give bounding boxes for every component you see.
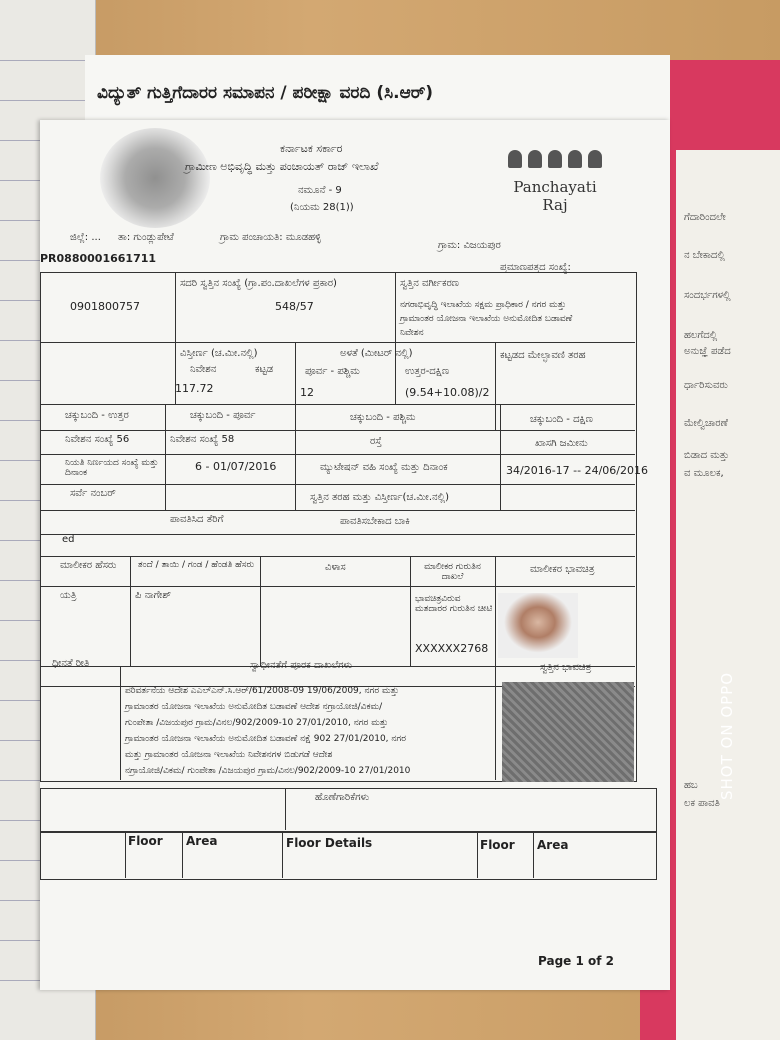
mutation-label: ಮ್ಯುಟೇಷನ್ ವಹಿ ಸಂಖ್ಯೆ ಮತ್ತು ದಿನಾಂಕ xyxy=(320,462,448,473)
owner-name: ಯತ್ರಿ xyxy=(60,590,77,601)
classification-desc-2: ಗ್ರಾಮಾಂತರ ಯೋಜನಾ ಇಲಾಖೆಯ ಅನುಮೋದಿತ ಬಡಾವಣೆ xyxy=(400,314,573,324)
id-left: 0901800757 xyxy=(70,300,140,313)
panchayati-raj-logo xyxy=(500,150,610,214)
panchayat: ಗ್ರಾಮ ಪಂಚಾಯತಿ: ಮೂಡಹಳ್ಳಿ xyxy=(220,232,322,243)
dimensions-header: ಅಳತೆ (ಮೀಟರ್ ನಲ್ಲಿ) xyxy=(340,348,413,359)
north-south-value: (9.54+10.08)/2 xyxy=(405,386,490,399)
property-id: PR0880001661711 xyxy=(40,252,157,265)
classification-desc-1: ನಗರಾಭಿವೃದ್ಧಿ ಇಲಾಖೆಯ ಸಕ್ಷಮ ಪ್ರಾಧಿಕಾರ / ನಗರ ಮತ್ತು xyxy=(400,300,567,310)
north-south-header: ಉತ್ತರ-ದಕ್ಷಿಣ xyxy=(405,366,450,377)
report-title: ವಿದ್ಯುತ್ ಗುತ್ತಿಗೆದಾರರ ಸಮಾಪನ / ಪರೀಕ್ಷಾ ವರದಿ (ಸಿ.ಆರ್) xyxy=(97,83,434,103)
tax-left-fragment: ed xyxy=(62,534,75,545)
area-header: ವಿಸ್ತೀರ್ಣ (ಚ.ಮೀ.ನಲ್ಲಿ) xyxy=(180,348,258,359)
bound-east-label: ಚಕ್ಕುಬಂದಿ - ಪೂರ್ವ xyxy=(190,410,256,421)
page-number: Page 1 of 2 xyxy=(538,954,614,968)
camera-watermark: SHOT ON OPPO xyxy=(718,671,736,800)
doc-line-4: ಗ್ರಾಮಾಂತರ ಯೋಜನಾ ಇಲಾಖೆಯ ಅನುಮೋದಿತ ಬಡಾವಣೆ ನಕ್ಷೆ 902 27/01/2010, ನಗರ xyxy=(125,734,407,744)
asset-number-header: ಸದರಿ ಸ್ವತ್ತಿನ ಸಂಖ್ಯೆ (ಗ್ರಾ.ಪಂ.ದಾಖಲೆಗಳ ಪ್ರಕಾರ) xyxy=(180,278,337,289)
owner-photo-header: ಮಾಲೀಕರ ಭಾವಚಿತ್ರ xyxy=(530,564,595,575)
owner-address-header: ವಿಳಾಸ xyxy=(325,562,346,573)
bound-north-label: ಚಕ್ಕುಬಂದಿ - ಉತ್ತರ xyxy=(65,410,129,421)
building-header: ಕಟ್ಟಡ xyxy=(255,364,274,375)
area-header-2: Area xyxy=(537,838,569,852)
bound-west-label: ಚಕ್ಕುಬಂದಿ - ಪಶ್ಚಿಮ xyxy=(350,412,416,423)
doc-line-2: ಗ್ರಾಮಾಂತರ ಯೋಜನಾ ಇಲಾಖೆಯ ಅನುಮೋದಿತ ಬಡಾವಣೆ ಆದೇಶ ನಗ್ರಾಯೋಜಿ/ವಿಕಮ/ xyxy=(125,702,383,712)
district: ಜಿಲ್ಲೆ: ... xyxy=(70,232,101,243)
person-icon xyxy=(508,150,522,168)
bound-north-value: ನಿವೇಶನ ಸಂಖ್ಯೆ 56 xyxy=(65,434,130,445)
form-number: ನಮೂನೆ - 9 xyxy=(298,185,342,196)
taluk: ತಾ: ಗುಂಡ್ಲುಪೇಟೆ xyxy=(118,232,174,243)
type-area-label: ಸ್ವತ್ತಿನ ತರಹ ಮತ್ತು ವಿಸ್ತೀರ್ಣ(ಚ.ಮೀ.ನಲ್ಲಿ) xyxy=(310,492,450,503)
bound-south-value: ಖಾಸಗಿ ಜಮೀನು xyxy=(535,438,588,449)
form-rule: (ನಿಯಮ 28(1)) xyxy=(290,202,354,213)
order-value: 6 - 01/07/2016 xyxy=(195,460,277,473)
village: ಗ್ರಾಮ: ವಿಜಯಪುರ xyxy=(438,240,501,251)
gov-line1: ಕರ್ನಾಟಕ ಸರ್ಕಾರ xyxy=(280,142,343,155)
person-icon xyxy=(548,150,562,168)
east-west-header: ಪೂರ್ವ - ಪಶ್ಚಿಮ xyxy=(305,366,360,377)
owner-relation-name: ಪಿ ನಾಗೇಶ್ xyxy=(135,590,172,601)
roof-header: ಕಟ್ಟಡದ ಮೇಲ್ಛಾವಣಿ ತರಹ xyxy=(500,350,586,361)
area-header: Area xyxy=(186,834,218,848)
owner-id-desc: ಭಾವಚಿತ್ರವಿರುವ ಮತದಾರರ ಗುರುತಿನ ಚೀಟಿ xyxy=(415,594,493,614)
person-icon xyxy=(568,150,582,168)
classification-desc-3: ನಿವೇಶನ xyxy=(400,328,424,338)
property-photo-header: ಸ್ವತ್ತಿನ ಭಾವಚಿತ್ರ xyxy=(540,662,592,673)
classification-header: ಸ್ವತ್ತಿನ ವರ್ಗೀಕರಣ xyxy=(400,278,459,289)
site-header: ನಿವೇಶನ xyxy=(190,364,217,375)
owner-relation-header: ತಂದೆ / ತಾಯಿ / ಗಂಡ / ಹೆಂಡತಿ ಹೆಸರು xyxy=(137,560,255,570)
liabilities-label: ಹೊಣೆಗಾರಿಕೆಗಳು xyxy=(315,792,370,803)
tax-due-label: ಪಾವತಿಸಬೇಕಾದ ಬಾಕಿ xyxy=(340,516,410,527)
floor-header: Floor xyxy=(128,834,163,848)
tax-paid-label: ಪಾವತಿಸಿದ ತೆರಿಗೆ xyxy=(170,514,224,525)
doc-line-5: ಮತ್ತು ಗ್ರಾಮಾಂತರ ಯೋಜನಾ ಇಲಾಖೆಯ ನಿವೇಶನಗಳ ಬಿಡುಗಡೆ ಆದೇಶ xyxy=(125,750,333,760)
survey-label: ಸರ್ವೆ ನಂಬರ್ xyxy=(70,488,116,499)
order-label: ನಿಯತಿ ನಿರ್ಣಯದ ಸಂಖ್ಯೆ ಮತ್ತು ದಿನಾಂಕ xyxy=(65,458,159,478)
brand-label: Panchayati Raj xyxy=(513,178,597,214)
owner-name-header: ಮಾಲೀಕರ ಹೆಸರು xyxy=(60,560,117,571)
possession-mode-header: ಧೀನತೆ ರೀತಿ xyxy=(52,658,90,669)
doc-line-6: ನಗ್ರಾಯೋಜಿ/ವಿಕಮ/ ಗುಂಪೇತಾ /ವಿಜಯಪುರ ಗ್ರಾಮ/ವಿನಲ/902/2009-10 27/01/2010 xyxy=(125,766,411,776)
bound-south-label: ಚಕ್ಕುಬಂದಿ - ದಕ್ಷಿಣ xyxy=(530,414,593,425)
owner-id-number: XXXXXX2768 xyxy=(415,642,489,655)
bound-west-value: ರಸ್ತೆ xyxy=(370,436,382,447)
doc-line-3: ಗುಂಪೇತಾ /ವಿಜಯಪುರ ಗ್ರಾಮ/ವಿನಲ/902/2009-10 27/01/2010, ನಗರ ಮತ್ತು xyxy=(125,718,389,728)
supporting-docs-header: ಸ್ವಾಧೀನತೆಗೆ ಪೂರಕ ದಾಖಲೆಗಳು xyxy=(250,660,353,671)
certificate-number-label: ಪ್ರಮಾಣಪತ್ರದ ಸಂಖ್ಯೆ: xyxy=(500,262,571,273)
floor-details-header: Floor Details xyxy=(286,836,373,850)
property-photo xyxy=(502,682,634,782)
person-icon xyxy=(528,150,542,168)
owner-photo xyxy=(498,593,578,658)
owner-id-header: ಮಾಲೀಕರ ಗುರುತಿನ ದಾಖಲೆ xyxy=(424,562,481,582)
bound-east-value: ನಿವೇಶನ ಸಂಖ್ಯೆ 58 xyxy=(170,434,235,445)
site-area: 117.72 xyxy=(175,382,214,395)
government-seal xyxy=(100,128,210,228)
form9-document xyxy=(40,120,670,990)
doc-line-1: ಪರಿವರ್ತನೆಯ ಆದೇಶ ಎಎಲ್ಎನ್.ಸಿ.ಆರ್/61/2008-09 19/06/2009, ನಗರ ಮತ್ತು xyxy=(125,686,399,696)
underlying-sheet: ಗೆದಾರಿಂದಲೇ ನ ಬೇಕಾದಲ್ಲಿ ಸಂದರ್ಭಗಳಲ್ಲಿ ಹಲಗೆದಲ್ಲಿ ಅನುಜ್ಞೆ ಪಡೆದ ರ್ಧಾರಿಸುವರು ಮೇಲ್ವಿಚಾರಣೆ ಬಿಡಾದ ಮತ್ತು ವ ಮೂಲಕ, ಹಬ ಲಕ ಪಾವತಿ xyxy=(676,150,780,1040)
asset-number: 548/57 xyxy=(275,300,314,313)
gov-line2: ಗ್ರಾಮೀಣ ಅಭಿವೃದ್ಧಿ ಮತ್ತು ಪಂಚಾಯತ್ ರಾಜ್ ಇಲಾಖೆ xyxy=(185,160,379,173)
mutation-value: 34/2016-17 -- 24/06/2016 xyxy=(506,464,648,477)
east-west-value: 12 xyxy=(300,386,314,399)
floor-header-2: Floor xyxy=(480,838,515,852)
person-icon xyxy=(588,150,602,168)
